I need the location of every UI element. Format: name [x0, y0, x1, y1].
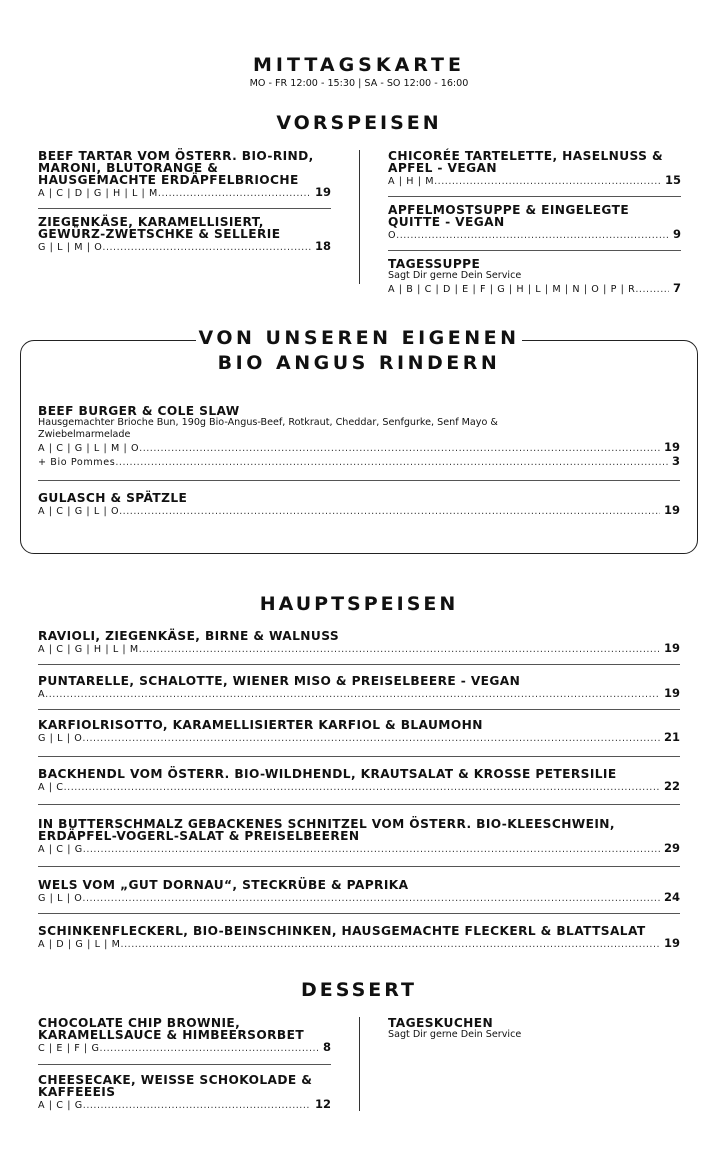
item-name: GULASCH & SPÄTZLE [38, 491, 188, 505]
item-name: WELS VOM „GUT DORNAU“, STECKRÜBE & PAPRIKA [38, 878, 409, 892]
item-price-line [38, 240, 331, 254]
section-title-dessert: DESSERT [301, 979, 417, 1001]
angus-box-title [196, 326, 522, 376]
menu-item [38, 675, 680, 701]
item-allergens: A | C | G [38, 844, 83, 855]
item-price-line [38, 780, 680, 794]
divider [388, 196, 681, 197]
item-price-line [38, 731, 680, 745]
angus-title-line1: VON UNSEREN EIGENEN [198, 327, 520, 349]
item-name: TAGESKUCHEN [388, 1016, 494, 1030]
item-name: TAGESSUPPE [388, 257, 481, 271]
item-price: 19 [663, 440, 680, 454]
item-price-line [38, 1098, 331, 1112]
item-price-line [38, 1041, 331, 1055]
item-allergens: A | C | G [38, 1100, 83, 1111]
item-allergens: O [388, 230, 397, 241]
item-price: 15 [664, 173, 681, 187]
item-name: KARFIOLRISOTTO, KARAMELLISIERTER KARFIOL & BLAUMOHN [38, 718, 483, 732]
item-allergens: G | L | O [38, 733, 83, 744]
item-price-line [38, 504, 680, 518]
divider [38, 1064, 331, 1065]
item-price: 19 [663, 936, 680, 950]
item-name: CHOCOLATE CHIP BROWNIE, KARAMELLSAUCE & HIMBEERSORBET [38, 1016, 305, 1042]
item-name: SCHINKENFLECKERL, BIO-BEINSCHINKEN, HAUSGEMACHTE FLECKERL & BLATTSALAT [38, 924, 646, 938]
item-name: RAVIOLI, ZIEGENKÄSE, BIRNE & WALNUSS [38, 629, 340, 643]
item-price: 19 [663, 686, 680, 700]
item-price: 29 [663, 841, 680, 855]
section-title-vorspeisen: VORSPEISEN [276, 112, 442, 134]
item-name: IN BUTTERSCHMALZ GEBACKENES SCHNITZEL VOM ÖSTERR. BIO-KLEESCHWEIN, ERDÄPFEL-VOGERL-SALAT & PREISELBEEREN [38, 817, 615, 843]
item-price: 8 [322, 1040, 331, 1054]
item-price-line [388, 228, 681, 242]
item-price: 7 [672, 281, 681, 295]
menu-item [388, 150, 681, 188]
item-name: CHEESECAKE, WEISSE SCHOKOLADE & KAFFEEEIS [38, 1073, 313, 1099]
menu-item [38, 405, 680, 469]
item-allergens: A | C | G | L | M | O [38, 443, 140, 454]
item-price-line [38, 441, 680, 455]
divider [38, 913, 680, 914]
column-divider [359, 150, 360, 284]
item-allergens: G | L | M | O [38, 242, 103, 253]
divider [38, 709, 680, 710]
item-allergens: A | C | D | G | H | L | M [38, 188, 158, 199]
divider [38, 664, 680, 665]
item-name: BEEF TARTAR VOM ÖSTERR. BIO-RIND, MARONI, BLUTORANGE & HAUSGEMACHTE ERDÄPFELBRIOCHE [38, 149, 314, 187]
divider [38, 804, 680, 805]
item-price: 9 [672, 227, 681, 241]
menu-item [38, 768, 680, 794]
item-allergens: A | H | M [388, 176, 435, 187]
item-price-line [38, 687, 680, 701]
item-extra-price: 3 [671, 454, 680, 468]
item-name: BEEF BURGER & COLE SLAW [38, 404, 240, 418]
menu-item [38, 492, 680, 518]
menu-item [38, 879, 680, 905]
menu-item [388, 258, 681, 296]
item-description: Sagt Dir gerne Dein Service [388, 1029, 522, 1040]
menu-item [38, 630, 680, 656]
item-price-line [38, 891, 680, 905]
menu-item [38, 925, 680, 951]
page-title: MITTAGSKARTE [253, 54, 465, 76]
item-allergens: C | E | F | G [38, 1043, 100, 1054]
item-name: ZIEGENKÄSE, KARAMELLISIERT, GEWÜRZ-ZWETSCHKE & SELLERIE [38, 215, 281, 241]
item-price-line [388, 282, 681, 296]
item-name: CHICORÉE TARTELETTE, HASELNUSS & APFEL - VEGAN [388, 149, 664, 175]
item-price-line [38, 642, 680, 656]
item-price-line [38, 842, 680, 856]
item-allergens: A | C | G | L | O [38, 506, 120, 517]
item-price: 12 [314, 1097, 331, 1111]
item-price-line [38, 937, 680, 951]
item-price: 19 [314, 185, 331, 199]
item-price-line [38, 186, 331, 200]
item-allergens: A [38, 689, 46, 700]
menu-item [38, 1017, 331, 1055]
menu-item [38, 150, 331, 200]
menu-item [388, 204, 681, 242]
item-extra-line [38, 455, 680, 469]
item-description: Hausgemachter Brioche Bun, 190g Bio-Angus-Beef, Rotkraut, Cheddar, Senfgurke, Senf Mayo & Zwiebelmarmelade [38, 417, 498, 440]
menu-item [38, 818, 680, 856]
item-price: 21 [663, 730, 680, 744]
column-divider [359, 1017, 360, 1111]
item-allergens: A | B | C | D | E | F | G | H | L | M | N | O | P | R [388, 284, 636, 295]
opening-hours: MO - FR 12:00 - 15:30 | SA - SO 12:00 - 16:00 [249, 78, 469, 89]
item-price: 24 [663, 890, 680, 904]
item-name: BACKHENDL VOM ÖSTERR. BIO-WILDHENDL, KRAUTSALAT & KROSSE PETERSILIE [38, 767, 617, 781]
divider [38, 866, 680, 867]
menu-item [388, 1017, 681, 1041]
angus-title-line2: BIO ANGUS RINDERN [217, 352, 501, 374]
item-extra-label: + Bio Pommes [38, 457, 116, 468]
divider [38, 756, 680, 757]
item-name: APFELMOSTSUPPE & EINGELEGTE QUITTE - VEGAN [388, 203, 630, 229]
item-allergens: G | L | O [38, 893, 83, 904]
section-title-hauptspeisen: HAUPTSPEISEN [259, 593, 459, 615]
item-price: 19 [663, 641, 680, 655]
divider [388, 250, 681, 251]
divider [38, 208, 331, 209]
item-price: 19 [663, 503, 680, 517]
item-allergens: A | C [38, 782, 64, 793]
menu-item [38, 719, 680, 745]
menu-item [38, 216, 331, 254]
item-price-line [388, 174, 681, 188]
item-allergens: A | D | G | L | M [38, 939, 121, 950]
item-price: 22 [663, 779, 680, 793]
item-description: Sagt Dir gerne Dein Service [388, 270, 522, 281]
menu-item [38, 1074, 331, 1112]
item-name: PUNTARELLE, SCHALOTTE, WIENER MISO & PREISELBEERE - VEGAN [38, 674, 521, 688]
item-price: 18 [314, 239, 331, 253]
divider [38, 480, 680, 481]
item-allergens: A | C | G | H | L | M [38, 644, 139, 655]
